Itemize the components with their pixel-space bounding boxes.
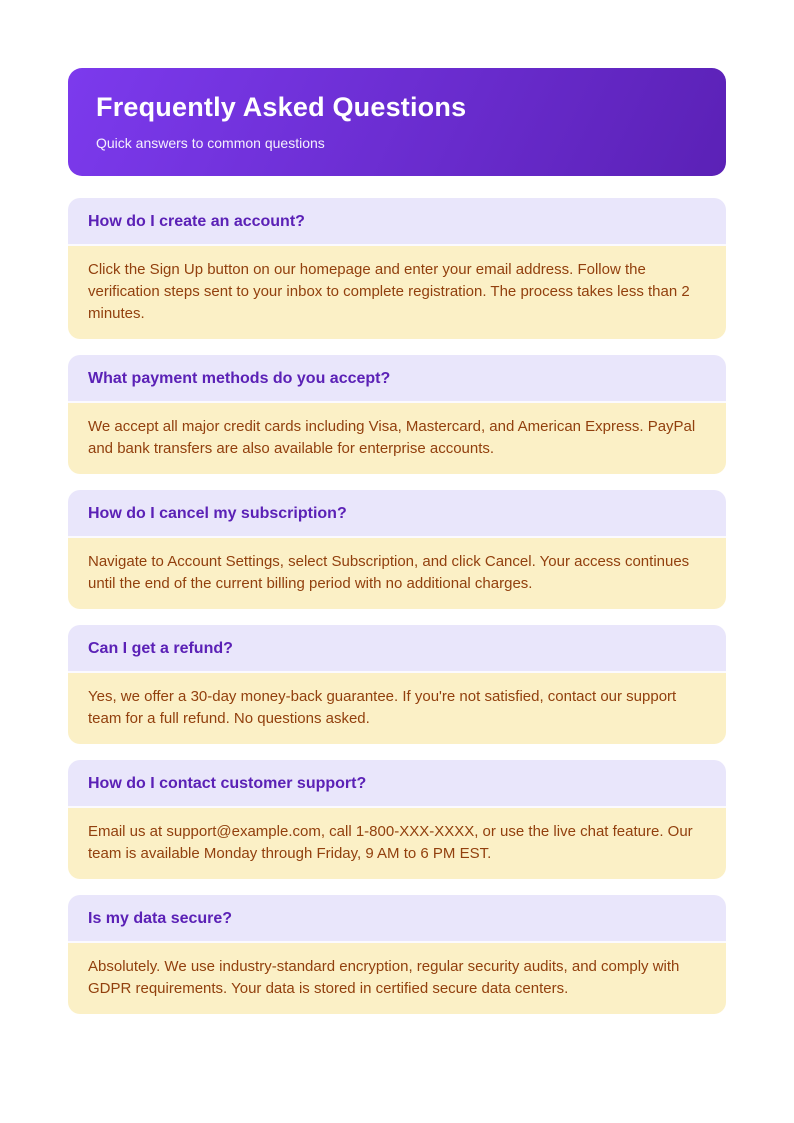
faq-answer-text: Email us at support@example.com, call 1-800-XXX-XXXX, or use the live chat feature. Our team is available Monday through Friday, 9 AM to 6 PM EST. xyxy=(88,823,693,862)
faq-answer-text: Click the Sign Up button on our homepage and enter your email address. Follow the verification steps sent to your inbox to complete registration. The process takes less than 2 minutes. xyxy=(88,261,690,322)
faq-answer-panel xyxy=(68,808,726,879)
faq-answer-text: Navigate to Account Settings, select Subscription, and click Cancel. Your access continues until the end of the current billing period with no additional charges. xyxy=(88,553,690,592)
page-subtitle: Quick answers to common questions xyxy=(96,135,325,151)
faq-answer-panel xyxy=(68,943,726,1014)
faq-question-text: How do I create an account? xyxy=(88,213,305,230)
faq-answer-panel xyxy=(68,403,726,474)
faq-card xyxy=(68,490,726,609)
faq-card xyxy=(68,198,726,339)
faq-question-text: Is my data secure? xyxy=(88,910,233,927)
faq-question-bar xyxy=(68,490,726,538)
faq-card xyxy=(68,760,726,879)
faq-question-bar xyxy=(68,895,726,943)
faq-answer-text: Absolutely. We use industry-standard encryption, regular security audits, and comply with GDPR requirements. Your data is stored in certified secure data centers. xyxy=(88,958,680,997)
faq-answer-text: Yes, we offer a 30-day money-back guarantee. If you're not satisfied, contact our support team for a full refund. No questions asked. xyxy=(88,688,677,727)
faq-list xyxy=(68,198,726,1090)
faq-question-bar xyxy=(68,198,726,246)
faq-answer-panel xyxy=(68,246,726,339)
faq-question-text: What payment methods do you accept? xyxy=(88,370,391,387)
faq-answer-text: We accept all major credit cards including Visa, Mastercard, and American Express. PayPal and bank transfers are also available for enterprise accounts. xyxy=(88,418,696,457)
faq-answer-panel xyxy=(68,673,726,744)
faq-question-bar xyxy=(68,625,726,673)
faq-card xyxy=(68,895,726,1014)
faq-question-bar xyxy=(68,355,726,403)
faq-card xyxy=(68,625,726,744)
faq-question-text: How do I contact customer support? xyxy=(88,775,367,792)
faq-question-text: How do I cancel my subscription? xyxy=(88,505,347,522)
page-header xyxy=(68,68,726,176)
faq-question-bar xyxy=(68,760,726,808)
page-title: Frequently Asked Questions xyxy=(96,92,467,122)
faq-card xyxy=(68,355,726,474)
faq-answer-panel xyxy=(68,538,726,609)
faq-question-text: Can I get a refund? xyxy=(88,640,233,657)
